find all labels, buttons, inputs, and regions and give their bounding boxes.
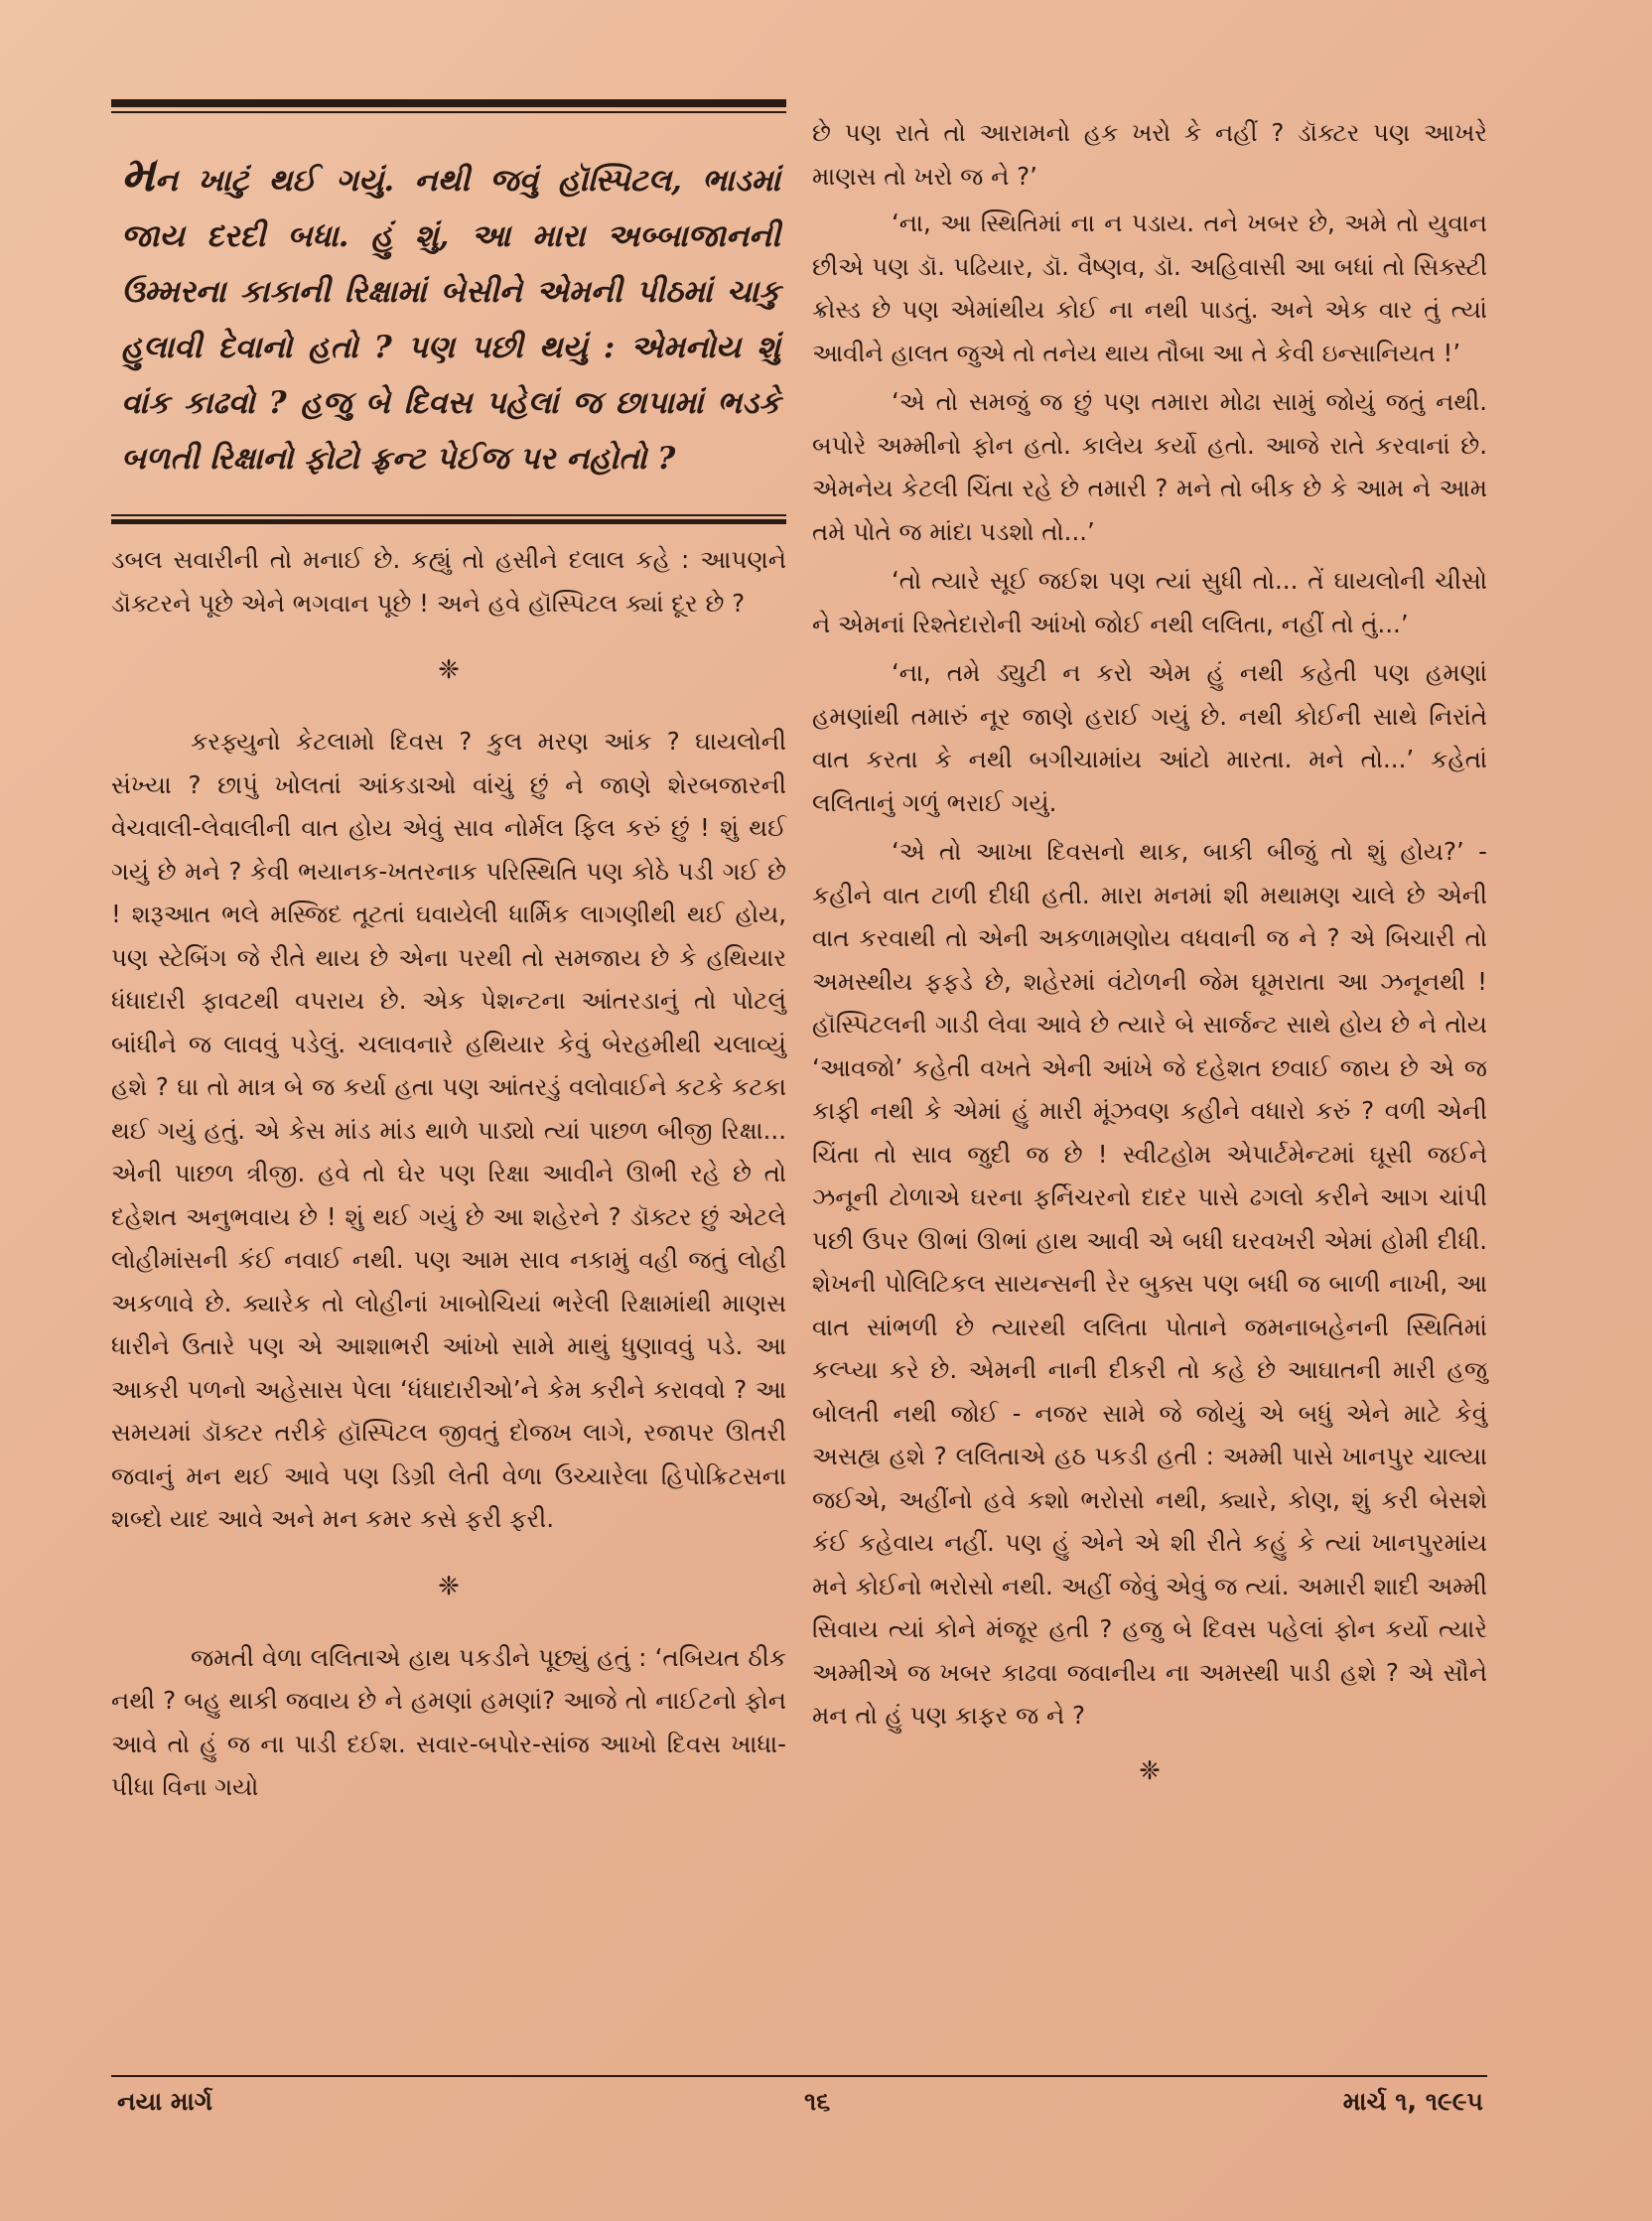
body-paragraph: ‘એ તો સમજું જ છું પણ તમારા મોઢા સામું જોયું જતું નથી. બપોરે અમ્મીનો ફોન હતો. કાલેય કર્યો હતો. આજે રાતે કરવાનાં છે. એમનેય કેટલી ચિંતા રહે છે તમારી ? મને તો બીક છે કે આમ ને આમ તમે પોતે જ માંદા પડશો તો...’ bbox=[812, 387, 1487, 546]
top-rule-thin bbox=[111, 111, 786, 113]
pull-quote bbox=[121, 147, 780, 486]
top-rule bbox=[111, 99, 786, 107]
footer-rule bbox=[111, 2075, 1487, 2077]
section-divider-ornament: ❈ bbox=[1139, 1755, 1161, 1786]
section-divider-ornament: ❈ bbox=[438, 1571, 460, 1601]
body-paragraph: ‘ના, તમે ડ્યુટી ન કરો એમ હું નથી કહેતી પણ હમણાં હમણાંથી તમારું નૂર જાણે હરાઈ ગયું છે. નથી કોઈની સાથે નિરાંતે વાત કરતા કે નથી બગીચામાંય આંટો મારતા. મને તો...’ કહેતાં લલિતાનું ગળું ભરાઈ ગયું. bbox=[812, 658, 1487, 817]
body-paragraph: છે પણ રાતે તો આરામનો હક ખરો કે નહીં ? ડૉક્ટર પણ આખરે માણસ તો ખરો જ ને ?’ bbox=[812, 118, 1487, 191]
body-paragraph: ‘ના, આ સ્થિતિમાં ના ન પડાય. તને ખબર છે, અમે તો યુવાન છીએ પણ ડૉ. પઢિયાર, ડૉ. વૈષ્ણવ, ડૉ. અહિવાસી આ બધાં તો સિક્સ્ટી ક્રોસ્ડ છે પણ એમાંથીય કોઈ ના નથી પાડતું. અને એક વાર તું ત્યાં આવીને હાલત જુએ તો તનેય થાય તૌબા આ તે કેવી ઇન્સાનિયત !’ bbox=[812, 208, 1487, 367]
pull-rule-thin bbox=[111, 514, 786, 516]
pull-quote-text: ન ખાટું થઈ ગયું. નથી જવું હૉસ્પિટલ, ભાડમાં જાય દરદી બધા. હું શું, આ મારા અબ્બાજાનની ઉમ્મરના કાકાની રિક્ષામાં બેસીને એમની પીઠમાં ચાકુ હુલાવી દેવાનો હતો ? પણ પછી થયું : એમનોય શું વાંક કાઢવો ? હજુ બે દિવસ પહેલાં જ છાપામાં ભડકે બળતી રિક્ષાનો ફોટો ફ્રન્ટ પેઈજ પર નહોતો ? bbox=[121, 163, 780, 477]
body-paragraph: ‘એ તો આખા દિવસનો થાક, બાકી બીજું તો શું હોય?’ - કહીને વાત ટાળી દીધી હતી. મારા મનમાં શી મથામણ ચાલે છે એની વાત કરવાથી તો એની અકળામણોય વધવાની જ ને ? એ બિચારી તો અમસ્થીય ફફડે છે, શહેરમાં વંટોળની જેમ ઘૂમરાતા આ ઝનૂનથી ! હૉસ્પિટલની ગાડી લેવા આવે છે ત્યારે બે સાર્જન્ટ સાથે હોય છે ને તોય ‘આવજો’ કહેતી વખતે એની આંખે જે દહેશત છવાઈ જાય છે એ જ કાફી નથી કે એમાં હું મારી મૂંઝવણ કહીને વધારો કરું ? વળી એની ચિંતા તો સાવ જુદી જ છે ! સ્વીટહોમ એપાર્ટમેન્ટમાં ઘૂસી જઈને ઝનૂની ટોળાએ ઘરના ફર્નિચરનો દાદર પાસે ઢગલો કરીને આગ ચાંપી પછી ઉપર ઊભાં ઊભાં હાથ આવી એ બધી ઘરવખરી એમાં હોમી દીધી. શેખની પોલિટિકલ સાયન્સની રેર બુક્સ પણ બધી જ બાળી નાખી, આ વાત સાંભળી છે ત્યારથી લલિતા પોતાને જમનાબહેનની સ્થિતિમાં કલ્પ્યા કરે છે. એમની નાની દીકરી તો કહે છે આઘાતની મારી હજુ બોલતી નથી જોઈ - નજર સામે જે જોયું એ બધું એને માટે કેવું અસહ્ય હશે ? લલિતાએ હઠ પકડી હતી : અમ્મી પાસે ખાનપુર ચાલ્યા જઈએ, અહીંનો હવે કશો ભરોસો નથી, ક્યારે, કોણ, શું કરી બેસશે કંઈ કહેવાય નહીં. પણ હું એને એ શી રીતે કહું કે ત્યાં ખાનપુરમાંય મને કોઈનો ભરોસો નથી. અહીં જેવું એવું જ ત્યાં. અમારી શાદી અમ્મી સિવાય ત્યાં કોને મંજૂર હતી ? હજુ બે દિવસ પહેલાં ફોન કર્યો ત્યારે અમ્મીએ જ ખબર કાઢવા જવાનીય ના અમસ્થી પાડી હશે ? એ સૌને મન તો હું પણ કાફર જ ને ? bbox=[812, 837, 1487, 1730]
footer-date: માર્ચ ૧, ૧૯૯૫ bbox=[1342, 2087, 1483, 2116]
footer-page-number: ૧૬ bbox=[804, 2087, 831, 2116]
footer-magazine-name: નયા માર્ગ bbox=[117, 2087, 212, 2116]
right-column bbox=[812, 111, 1487, 1821]
body-paragraph: ડબલ સવારીની તો મનાઈ છે. કહ્યું તો હસીને દલાલ કહે : આપણને ડૉક્ટરને પૂછે એને ભગવાન પૂછે ! અને હવે હૉસ્પિટલ ક્યાં દૂર છે ? bbox=[111, 545, 786, 618]
pull-quote-dropcap: મ bbox=[121, 147, 155, 203]
section-divider-ornament: ❈ bbox=[438, 655, 460, 685]
body-paragraph: ‘તો ત્યારે સૂઈ જઈશ પણ ત્યાં સુધી તો... તેં ઘાયલોની ચીસો ને એમનાં રિશ્તેદારોની આંખો જોઈ નથી લલિતા, નહીં તો તું...’ bbox=[812, 566, 1487, 638]
left-column bbox=[111, 99, 786, 1809]
body-paragraph: જમતી વેળા લલિતાએ હાથ પકડીને પૂછ્યું હતું : ‘તબિયત ઠીક નથી ? બહુ થાકી જવાય છે ને હમણાં હમણાં? આજે તો નાઈટનો ફોન આવે તો હું જ ના પાડી દઈશ. સવાર-બપોર-સાંજ આખો દિવસ ખાધા-પીધા વિના ગયો bbox=[111, 1642, 786, 1801]
body-paragraph: કરફ્યુનો કેટલામો દિવસ ? કુલ મરણ આંક ? ઘાયલોની સંખ્યા ? છાપું ખોલતાં આંકડાઓ વાંચું છું ને જાણે શેરબજારની વેચવાલી-લેવાલીની વાત હોય એવું સાવ નોર્મલ ફિલ કરું છું ! શું થઈ ગયું છે મને ? કેવી ભયાનક-ખતરનાક પરિસ્થિતિ પણ કોઠે પડી ગઈ છે ! શરૂઆત ભલે મસ્જિદ તૂટતાં ઘવાયેલી ધાર્મિક લાગણીથી થઈ હોય, પણ સ્ટેબિંગ જે રીતે થાય છે એના પરથી તો સમજાય છે કે હથિયાર ધંધાદારી ફાવટથી વપરાય છે. એક પેશન્ટના આંતરડાનું તો પોટલું બાંધીને જ લાવવું પડેલું. ચલાવનારે હથિયાર કેવું બેરહમીથી ચલાવ્યું હશે ? ઘા તો માત્ર બે જ કર્યા હતા પણ આંતરડું વલોવાઈને કટકે કટકા થઈ ગયું હતું. એ કેસ માંડ માંડ થાળે પાડ્યો ત્યાં પાછળ બીજી રિક્ષા... એની પાછળ ત્રીજી. હવે તો ઘેર પણ રિક્ષા આવીને ઊભી રહે છે તો દહેશત અનુભવાય છે ! શું થઈ ગયું છે આ શહેરને ? ડૉક્ટર છું એટલે લોહીમાંસની કંઈ નવાઈ નથી. પણ આમ સાવ નકામું વહી જતું લોહી અકળાવે છે. ક્યારેક તો લોહીનાં ખાબોચિયાં ભરેલી રિક્ષામાંથી માણસ ધારીને ઉતારે પણ એ આશાભરી આંખો સામે માથું ધુણાવવું પડે. આ આકરી પળનો અહેસાસ પેલા ‘ધંધાદારીઓ’ને કેમ કરીને કરાવવો ? આ સમયમાં ડૉક્ટર તરીકે હૉસ્પિટલ જીવતું દોજખ લાગે, રજાપર ઊતરી જવાનું મન થઈ આવે પણ ડિગ્રી લેતી વેળા ઉચ્ચારેલા હિપોક્રિટસના શબ્દો યાદ આવે અને મન કમર કસે ફરી ફરી. bbox=[111, 727, 786, 1533]
